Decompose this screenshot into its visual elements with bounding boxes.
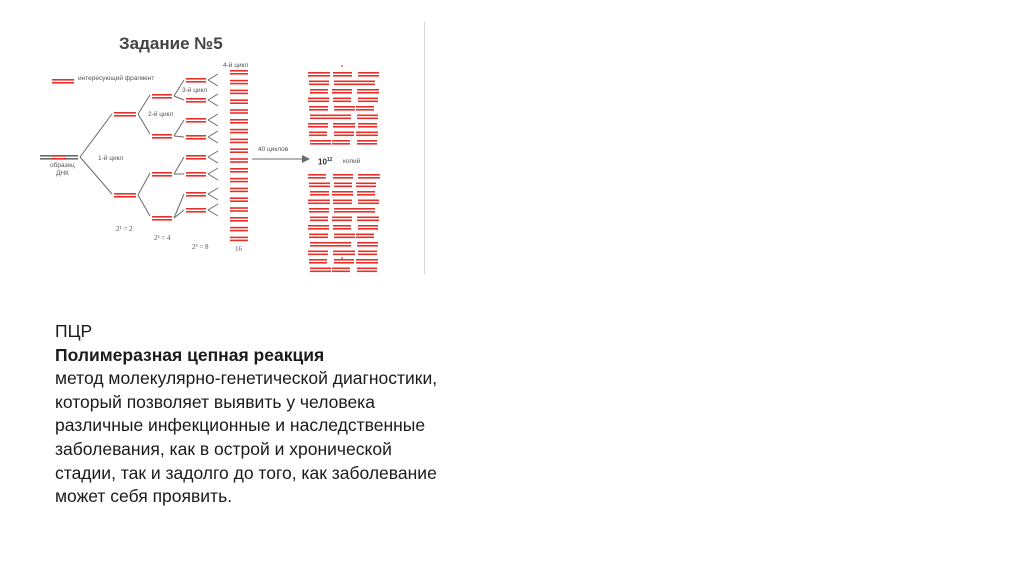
vertical-divider bbox=[424, 22, 425, 274]
copies-dot-top bbox=[341, 65, 343, 67]
copy-strand-58-top bbox=[334, 259, 354, 261]
copy-strand-38-bottom bbox=[358, 203, 379, 205]
cycle4-strand-10-top bbox=[230, 168, 248, 170]
copy-strand-33-top bbox=[310, 191, 329, 193]
copy-strand-41-bottom bbox=[356, 211, 375, 213]
copy-strand-44-bottom bbox=[357, 220, 379, 222]
cycle2-strand-1-top bbox=[152, 134, 172, 136]
pcr-diagram bbox=[40, 22, 426, 276]
copy-strand-8-bottom bbox=[357, 92, 379, 94]
legend-label: интересующий фрагмент bbox=[78, 75, 155, 82]
pcr-abbreviation: ПЦР bbox=[55, 321, 93, 341]
copy-strand-3-bottom bbox=[309, 84, 329, 86]
copy-strand-29-bottom bbox=[358, 177, 380, 179]
cycle3-strand-6-bottom bbox=[186, 195, 206, 197]
copy-strand-28-top bbox=[333, 174, 353, 176]
cycle4-strand-13-bottom bbox=[230, 200, 248, 202]
cycle4-strand-1-top bbox=[230, 80, 248, 82]
copy-strand-7-bottom bbox=[332, 92, 352, 94]
copy-strand-38-top bbox=[358, 200, 379, 202]
copy-strand-54-bottom bbox=[308, 254, 328, 256]
copy-strand-4-bottom bbox=[334, 84, 356, 86]
copy-strand-51-bottom bbox=[310, 245, 332, 247]
pcr-description bbox=[55, 320, 515, 509]
cycle4-strand-12-bottom bbox=[230, 191, 248, 193]
copy-strand-0-bottom bbox=[308, 75, 330, 77]
copy-strand-42-top bbox=[310, 217, 328, 219]
cycle2-strand-0-bottom bbox=[152, 97, 172, 99]
copy-strand-42-bottom bbox=[310, 220, 328, 222]
cycle4-strand-13-top bbox=[230, 197, 248, 199]
cycle3-strand-1-bottom bbox=[186, 101, 206, 103]
cycle2-strand-3-top bbox=[152, 216, 172, 218]
copy-strand-2-bottom bbox=[358, 75, 379, 77]
copy-strand-1-bottom bbox=[333, 75, 352, 77]
copy-strand-49-top bbox=[334, 234, 355, 236]
copy-strand-16-bottom bbox=[332, 118, 351, 120]
cycle4-strand-16-top bbox=[230, 227, 248, 229]
count-8-label: 2³ = 8 bbox=[192, 243, 209, 251]
chevron-1-up bbox=[208, 94, 218, 100]
copy-strand-34-top bbox=[332, 191, 353, 193]
copy-strand-39-top bbox=[309, 208, 329, 210]
copy-strand-40-bottom bbox=[334, 211, 356, 213]
cycle4-strand-3-top bbox=[230, 99, 248, 101]
chevron-1-down bbox=[208, 100, 218, 106]
chevron-4-down bbox=[208, 157, 218, 163]
copy-strand-31-top bbox=[334, 183, 352, 185]
copy-strand-14-bottom bbox=[356, 109, 374, 111]
copy-strand-37-top bbox=[333, 200, 352, 202]
branch-c3-3 bbox=[174, 136, 184, 137]
copy-strand-59-bottom bbox=[356, 262, 378, 264]
copy-strand-55-bottom bbox=[333, 254, 355, 256]
copy-strand-27-bottom bbox=[308, 177, 326, 179]
copy-strand-30-top bbox=[309, 183, 330, 185]
description-line-6: может себя проявить. bbox=[55, 486, 233, 507]
cycle3-strand-2-bottom bbox=[186, 121, 206, 123]
copy-strand-34-bottom bbox=[332, 194, 353, 196]
cycle3-strand-0-bottom bbox=[186, 81, 206, 83]
legend-strand-top bbox=[52, 79, 74, 81]
chevron-0-up bbox=[208, 74, 218, 80]
copy-strand-10-top bbox=[333, 98, 351, 100]
copy-strand-46-top bbox=[333, 225, 351, 227]
copy-strand-6-bottom bbox=[310, 92, 328, 94]
copy-strand-28-bottom bbox=[333, 177, 353, 179]
legend-strand-bottom bbox=[52, 82, 74, 84]
copy-strand-50-bottom bbox=[356, 237, 374, 239]
chevron-7-down bbox=[208, 210, 218, 216]
cycle3-strand-3-bottom bbox=[186, 138, 206, 140]
cycle1-strand-0-bottom bbox=[114, 115, 136, 117]
chevron-3-up bbox=[208, 131, 218, 137]
copy-strand-48-top bbox=[309, 234, 328, 236]
sample-label-line2: ДНК bbox=[56, 170, 69, 177]
copy-strand-41-top bbox=[356, 208, 375, 210]
copy-strand-17-bottom bbox=[357, 118, 378, 120]
branch-c3-4 bbox=[174, 157, 184, 174]
copy-strand-24-top bbox=[310, 140, 331, 142]
branch-c3-1 bbox=[174, 96, 184, 100]
copy-strand-21-bottom bbox=[309, 135, 327, 137]
cycle2-strand-3-bottom bbox=[152, 219, 172, 221]
sample-fragment-bottom bbox=[52, 158, 66, 160]
copy-strand-30-bottom bbox=[309, 186, 330, 188]
cycle4-strand-7-top bbox=[230, 139, 248, 141]
copy-strand-20-bottom bbox=[358, 126, 377, 128]
copy-strand-35-top bbox=[357, 191, 375, 193]
chevron-4-up bbox=[208, 151, 218, 157]
copy-strand-62-top bbox=[357, 268, 377, 270]
figure-title: Задание №5 bbox=[119, 34, 223, 53]
cycle4-strand-7-bottom bbox=[230, 142, 248, 144]
copy-strand-60-top bbox=[310, 268, 331, 270]
copy-strand-6-top bbox=[310, 89, 328, 91]
cycle4-strand-9-top bbox=[230, 158, 248, 160]
cycle1-strand-0-top bbox=[114, 112, 136, 114]
copy-strand-39-bottom bbox=[309, 211, 329, 213]
pcr-tree-graphic bbox=[40, 22, 426, 276]
copy-strand-18-top bbox=[308, 123, 328, 125]
sample-label-line1: образец bbox=[50, 162, 75, 169]
copy-strand-60-bottom bbox=[310, 271, 331, 273]
cycle2-strand-0-top bbox=[152, 94, 172, 96]
copy-strand-59-top bbox=[356, 259, 378, 261]
cycle4-strand-5-bottom bbox=[230, 122, 248, 124]
description-line-5: стадии, так и задолго до того, как заболевание bbox=[55, 462, 437, 483]
cycle4-strand-14-bottom bbox=[230, 210, 248, 212]
copies-number: $10^{12}$ bbox=[318, 157, 333, 167]
copy-strand-17-top bbox=[357, 115, 378, 117]
copy-strand-36-top bbox=[308, 200, 330, 202]
copy-strand-26-bottom bbox=[357, 143, 377, 145]
cycle2-strand-2-top bbox=[152, 172, 172, 174]
copy-strand-33-bottom bbox=[310, 194, 329, 196]
copy-strand-19-top bbox=[333, 123, 355, 125]
copy-strand-24-bottom bbox=[310, 143, 331, 145]
copy-strand-23-bottom bbox=[356, 135, 378, 137]
cycle3-strand-6-top bbox=[186, 192, 206, 194]
cycle3-strand-5-top bbox=[186, 172, 206, 174]
copy-strand-56-bottom bbox=[358, 254, 377, 256]
copy-strand-1-top bbox=[333, 72, 352, 74]
cycle3-strand-3-top bbox=[186, 135, 206, 137]
copy-strand-19-bottom bbox=[333, 126, 355, 128]
copy-strand-12-bottom bbox=[309, 109, 328, 111]
cycle-3-label: 3-й цикл bbox=[182, 87, 208, 94]
cycle4-strand-17-top bbox=[230, 237, 248, 239]
copy-strand-45-top bbox=[308, 225, 329, 227]
copy-strand-51-top bbox=[310, 242, 332, 244]
copy-strand-14-top bbox=[356, 106, 374, 108]
copy-strand-13-top bbox=[334, 106, 355, 108]
copy-strand-10-bottom bbox=[333, 101, 351, 103]
cycle3-strand-0-top bbox=[186, 78, 206, 80]
copy-strand-4-top bbox=[334, 81, 356, 83]
cycle4-strand-17-bottom bbox=[230, 240, 248, 242]
cycle3-strand-4-top bbox=[186, 155, 206, 157]
cycle4-strand-1-bottom bbox=[230, 83, 248, 85]
cycle4-strand-11-bottom bbox=[230, 181, 248, 183]
copy-strand-37-bottom bbox=[333, 203, 352, 205]
copy-strand-46-bottom bbox=[333, 228, 351, 230]
copy-strand-58-bottom bbox=[334, 262, 354, 264]
copy-strand-25-bottom bbox=[332, 143, 350, 145]
copy-strand-61-top bbox=[332, 268, 350, 270]
copy-strand-5-top bbox=[356, 81, 375, 83]
copy-strand-13-bottom bbox=[334, 109, 355, 111]
copy-strand-43-bottom bbox=[332, 220, 352, 222]
cycle4-strand-2-bottom bbox=[230, 93, 248, 95]
copy-strand-43-top bbox=[332, 217, 352, 219]
cycle4-strand-15-bottom bbox=[230, 220, 248, 222]
chevron-3-down bbox=[208, 137, 218, 143]
cycle-4-label: 4-й цикл bbox=[223, 62, 249, 69]
copy-strand-9-bottom bbox=[308, 101, 329, 103]
chevron-6-up bbox=[208, 188, 218, 194]
branch-c2-c bbox=[138, 173, 150, 195]
chevron-7-up bbox=[208, 204, 218, 210]
copy-strand-50-top bbox=[356, 234, 374, 236]
copy-strand-44-top bbox=[357, 217, 379, 219]
branch-c1-up bbox=[80, 114, 112, 157]
copy-strand-53-bottom bbox=[357, 245, 378, 247]
copy-strand-25-top bbox=[332, 140, 350, 142]
copy-strand-16-top bbox=[332, 115, 351, 117]
cycle4-strand-11-top bbox=[230, 178, 248, 180]
cycle4-strand-12-top bbox=[230, 188, 248, 190]
cycle4-strand-2-top bbox=[230, 90, 248, 92]
copy-strand-48-bottom bbox=[309, 237, 328, 239]
cycle3-strand-1-top bbox=[186, 98, 206, 100]
copies-dot-bottom bbox=[341, 257, 343, 259]
copy-strand-54-top bbox=[308, 251, 328, 253]
chevron-5-down bbox=[208, 174, 218, 180]
cycle1-strand-1-top bbox=[114, 193, 136, 195]
cycle4-strand-0-bottom bbox=[230, 73, 248, 75]
copy-strand-22-bottom bbox=[334, 135, 354, 137]
cycle3-strand-5-bottom bbox=[186, 175, 206, 177]
cycle4-strand-3-bottom bbox=[230, 102, 248, 104]
copy-strand-57-bottom bbox=[309, 262, 327, 264]
copy-strand-27-top bbox=[308, 174, 326, 176]
chevron-0-down bbox=[208, 80, 218, 86]
copy-strand-57-top bbox=[309, 259, 327, 261]
copy-strand-40-top bbox=[334, 208, 356, 210]
cycle3-strand-7-top bbox=[186, 208, 206, 210]
copy-strand-32-top bbox=[356, 183, 376, 185]
description-line-4: заболевания, как в острой и хронической bbox=[55, 438, 392, 459]
copy-strand-32-bottom bbox=[356, 186, 376, 188]
copy-strand-56-top bbox=[358, 251, 377, 253]
copy-strand-61-bottom bbox=[332, 271, 350, 273]
copy-strand-5-bottom bbox=[356, 84, 375, 86]
copy-strand-8-top bbox=[357, 89, 379, 91]
copy-strand-3-top bbox=[309, 81, 329, 83]
copy-strand-12-top bbox=[309, 106, 328, 108]
copy-strand-0-top bbox=[308, 72, 330, 74]
copy-strand-29-top bbox=[358, 174, 380, 176]
cycle4-strand-10-bottom bbox=[230, 171, 248, 173]
copy-strand-62-bottom bbox=[357, 271, 377, 273]
chevron-2-down bbox=[208, 120, 218, 126]
chevron-5-up bbox=[208, 168, 218, 174]
copy-strand-26-top bbox=[357, 140, 377, 142]
cycle3-strand-7-bottom bbox=[186, 211, 206, 213]
copy-strand-52-bottom bbox=[332, 245, 351, 247]
count-4-label: 2² = 4 bbox=[154, 234, 171, 242]
branch-c3-2 bbox=[174, 120, 184, 136]
cycle4-strand-8-top bbox=[230, 148, 248, 150]
copy-strand-52-top bbox=[332, 242, 351, 244]
chevron-6-down bbox=[208, 194, 218, 200]
copy-strand-53-top bbox=[357, 242, 378, 244]
count-2-label: 2¹ = 2 bbox=[116, 225, 133, 233]
copy-strand-36-bottom bbox=[308, 203, 330, 205]
sample-fragment-top bbox=[52, 155, 66, 157]
cycle-2-label: 2-й цикл bbox=[148, 111, 174, 118]
cycle4-strand-0-top bbox=[230, 70, 248, 72]
copy-strand-2-top bbox=[358, 72, 379, 74]
copy-strand-49-bottom bbox=[334, 237, 355, 239]
cycle2-strand-1-bottom bbox=[152, 137, 172, 139]
cycle4-strand-8-bottom bbox=[230, 151, 248, 153]
pcr-heading: Полимеразная цепная реакция bbox=[55, 344, 325, 365]
cycle4-strand-4-top bbox=[230, 109, 248, 111]
cycle-1-label: 1-й цикл bbox=[98, 155, 124, 162]
cycle1-strand-1-bottom bbox=[114, 196, 136, 198]
description-line-3: различные инфекционные и наследственные bbox=[55, 415, 426, 436]
cycle4-strand-15-top bbox=[230, 217, 248, 219]
description-line-1: метод молекулярно-генетической диагностики, bbox=[55, 368, 438, 389]
copy-strand-31-bottom bbox=[334, 186, 352, 188]
copy-strand-9-top bbox=[308, 98, 329, 100]
cycle4-strand-14-top bbox=[230, 207, 248, 209]
cycle3-strand-2-top bbox=[186, 118, 206, 120]
branch-c2-d bbox=[138, 195, 150, 216]
description-line-2: который позволяет выявить у человека bbox=[55, 391, 375, 412]
cycle4-strand-4-bottom bbox=[230, 112, 248, 114]
cycle4-strand-6-bottom bbox=[230, 132, 248, 134]
cycles-40-label: 40 циклов bbox=[258, 146, 289, 153]
branch-c1-down bbox=[80, 157, 112, 194]
chevron-2-up bbox=[208, 114, 218, 120]
copy-strand-55-top bbox=[333, 251, 355, 253]
copy-strand-47-bottom bbox=[358, 228, 378, 230]
cycle4-strand-16-bottom bbox=[230, 230, 248, 232]
copy-strand-21-top bbox=[309, 132, 327, 134]
cycle3-strand-4-bottom bbox=[186, 158, 206, 160]
copy-strand-47-top bbox=[358, 225, 378, 227]
copy-strand-11-bottom bbox=[358, 101, 378, 103]
copy-strand-35-bottom bbox=[357, 194, 375, 196]
copy-strand-7-top bbox=[332, 89, 352, 91]
copy-strand-11-top bbox=[358, 98, 378, 100]
copy-strand-45-bottom bbox=[308, 228, 329, 230]
copies-word: копий bbox=[343, 158, 361, 165]
count-16-label: 16 bbox=[235, 245, 242, 253]
copy-strand-22-top bbox=[334, 132, 354, 134]
cycle4-strand-9-bottom bbox=[230, 161, 248, 163]
arrow-head bbox=[302, 155, 310, 163]
cycle4-strand-6-top bbox=[230, 129, 248, 131]
copy-strand-18-bottom bbox=[308, 126, 328, 128]
copy-strand-20-top bbox=[358, 123, 377, 125]
copy-strand-15-top bbox=[310, 115, 332, 117]
cycle2-strand-2-bottom bbox=[152, 175, 172, 177]
copy-strand-23-top bbox=[356, 132, 378, 134]
copy-strand-15-bottom bbox=[310, 118, 332, 120]
cycle4-strand-5-top bbox=[230, 119, 248, 121]
